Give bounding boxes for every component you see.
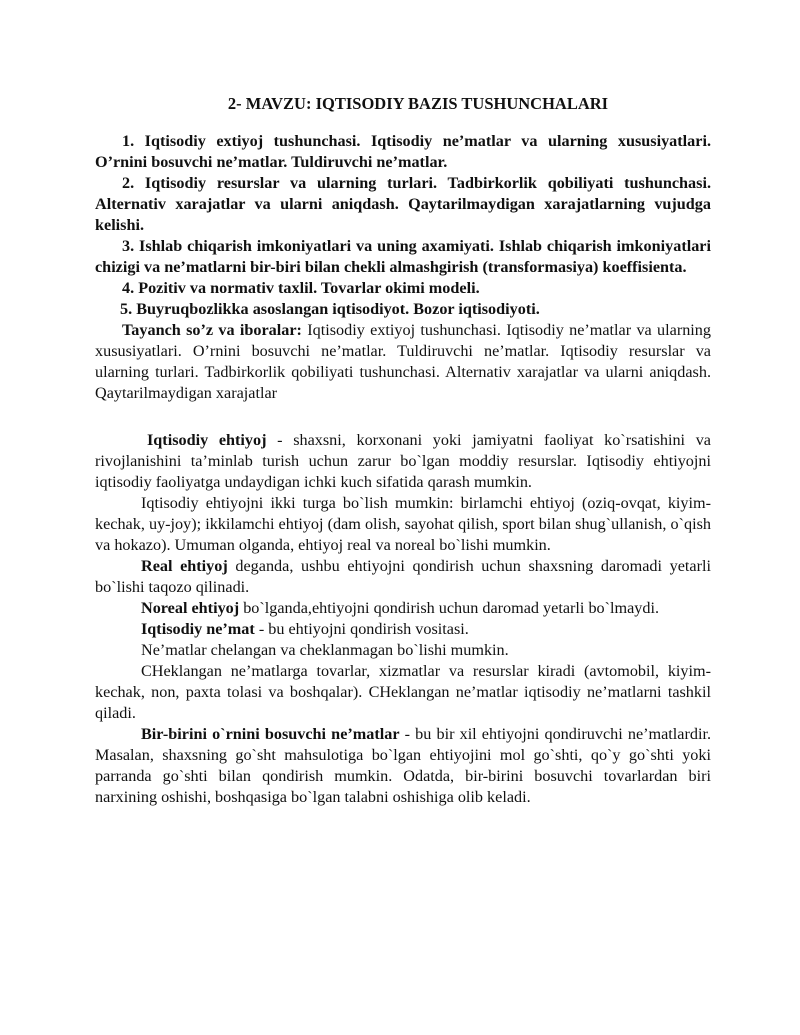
term: Iqtisodiy ehtiyoj	[147, 431, 267, 449]
plan-item: 5. Buyruqbozlikka asoslangan iqtisodiyot. Bozor iqtisodiyoti.	[120, 300, 540, 318]
paragraph-text: bo`lganda,ehtiyojni qondirish uchun daromad yetarli bo`lmaydi.	[239, 599, 660, 617]
plan-item: 2. Iqtisodiy resurslar va ularning turlari. Tadbirkorlik qobiliyati tushunchasi. Alternativ xarajatlar va ularni aniqdash. Qaytarilmaydigan xarajatlarning vujudga kelishi.	[95, 174, 711, 234]
keywords-label: Tayanch so’z va iboralar:	[122, 321, 302, 339]
plan-item: 3. Ishlab chiqarish imkoniyatlari va uning axamiyati. Ishlab chiqarish imkoniyatlari chizigi va ne’matlarni bir-biri bilan chekli almashgirish (transformasiya) koeffisienta.	[95, 237, 711, 276]
document-content	[95, 93, 711, 808]
paragraph-text: - bu ehtiyojni qondirish vositasi.	[254, 620, 469, 638]
paragraph-goods-limited	[95, 640, 711, 661]
plan-item: 1. Iqtisodiy extiyoj tushunchasi. Iqtisodiy ne’matlar va ularning xususiyatlari. O’rnini bosuvchi ne’matlar. Tuldiruvchi ne’matlar.	[95, 132, 711, 171]
body-text	[95, 430, 711, 808]
page-title: 2- MAVZU: IQTISODIY BAZIS TUSHUNCHALARI	[227, 94, 609, 113]
paragraph-economic-need	[95, 430, 711, 493]
term: Noreal ehtiyoj	[141, 599, 240, 617]
topic-plan-list	[95, 131, 711, 320]
keywords-paragraph	[95, 320, 711, 404]
paragraph-text: - bu bir xil ehtiyojni qondiruvchi ne’matlardir. Masalan, shaxsning go`sht mahsulotiga bo`lgan ehtiyojini mol go`shti, qo`y go`shti yoki parranda go`shti bilan qondirish mumkin. Odatda, bir-birini bosuvchi tovarlardan biri narxining oshishi, boshqasiga bo`lgan talabni oshishiga olib keladi.	[95, 725, 711, 806]
paragraph-text: - shaxsni, korxonani yoki jamiyatni faoliyat ko`rsatishini va rivojlanishini ta’minlab turish uchun zarur bo`lgan moddiy resurslar. Iqtisodiy ehtiyojni iqtisodiy faoliyatga undaydigan ichki kuch sifatida qarash mumkin.	[95, 431, 711, 491]
term: Real ehtiyoj	[141, 557, 228, 575]
paragraph-text: Ne’matlar chelangan va cheklanmagan bo`lishi mumkin.	[141, 641, 509, 659]
paragraph-limited-goods	[95, 661, 711, 724]
paragraph-text: CHeklangan ne’matlarga tovarlar, xizmatlar va resurslar kiradi (avtomobil, kiyim-kechak, non, paxta tolasi va boshqalar). CHeklangan ne’matlar iqtisodiy ne’matlarni tashkil qiladi.	[95, 662, 711, 722]
paragraph-need-types	[95, 493, 711, 556]
term: Iqtisodiy ne’mat	[141, 620, 255, 638]
term: Bir-birini o`rnini bosuvchi ne’matlar	[141, 725, 400, 743]
keywords-text: Iqtisodiy extiyoj tushunchasi. Iqtisodiy ne’matlar va ularning xususiyatlari. O’rnini bosuvchi ne’matlar. Tuldiruvchi ne’matlar. Iqtisodiy resurslar va ularning turlari. Tadbirkorlik qobiliyati tushunchasi. Alternativ xarajatlar va ularni aniqdash. Qaytarilmaydigan xarajatlar	[95, 321, 711, 402]
paragraph-text: deganda, ushbu ehtiyojni qondirish uchun shaxsning daromadi yetarli bo`lishi taqozo qilinadi.	[95, 557, 712, 596]
plan-item: 4. Pozitiv va normativ taxlil. Tovarlar okimi modeli.	[122, 279, 480, 297]
section-gap	[95, 404, 711, 430]
paragraph-unreal-need	[95, 598, 711, 619]
paragraph-real-need	[95, 556, 711, 598]
paragraph-substitute-goods	[95, 724, 711, 808]
paragraph-economic-good	[95, 619, 711, 640]
paragraph-text: Iqtisodiy ehtiyojni ikki turga bo`lish mumkin: birlamchi ehtiyoj (oziq-ovqat, kiyim-kechak, uy-joy); ikkilamchi ehtiyoj (dam olish, sayohat qilish, sport bilan shug`ullanish, o`qish va hokazo). Umuman olganda, ehtiyoj real va noreal bo`lishi mumkin.	[95, 494, 711, 554]
